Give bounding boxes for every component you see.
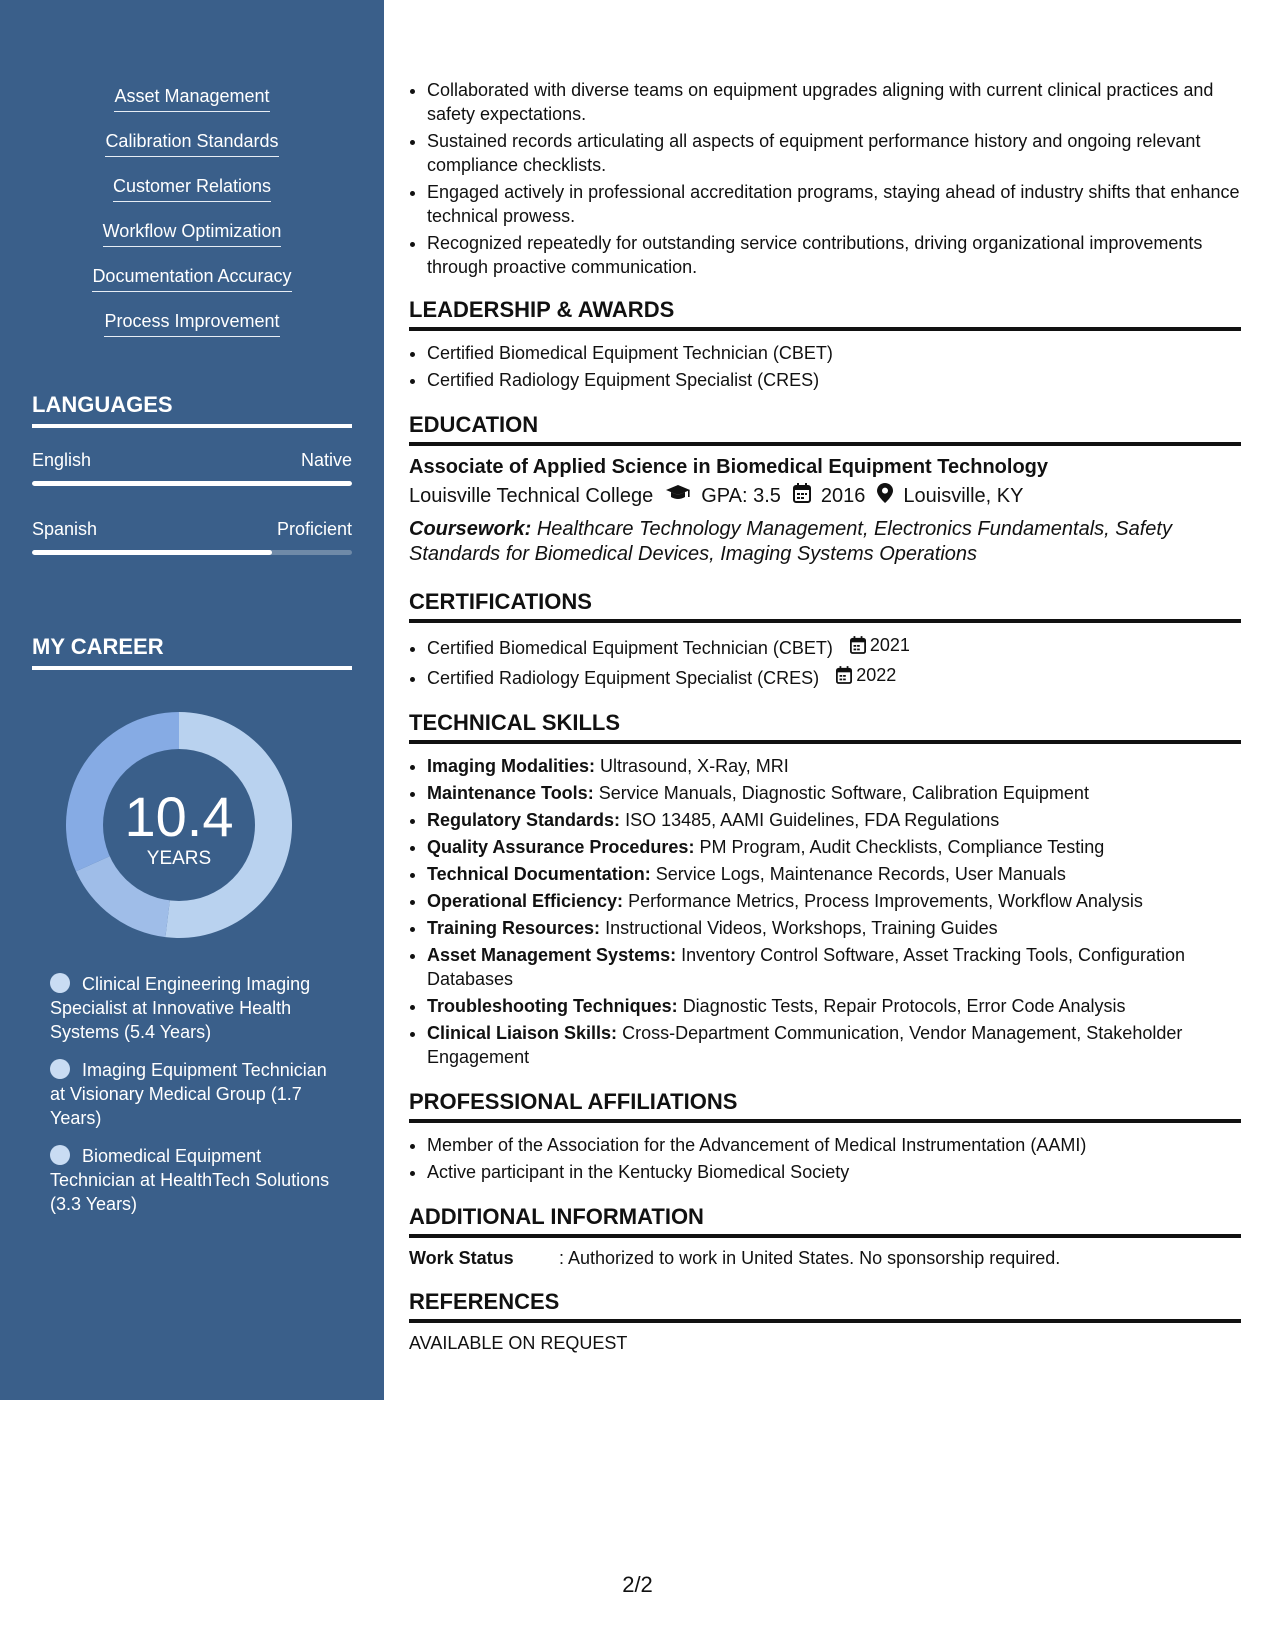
- languages-heading: LANGUAGES: [32, 392, 352, 428]
- language-level: Proficient: [276, 519, 352, 539]
- career-heading: MY CAREER: [32, 634, 352, 670]
- bullet-dot-icon: [50, 1145, 70, 1165]
- education-year: 2016: [820, 484, 866, 507]
- skill-value: Inventory Control Software, Asset Tracking Tools, Configuration Databases: [427, 945, 1186, 989]
- career-years-label: YEARS: [146, 848, 212, 869]
- skill-value: Performance Metrics, Process Improvements, Workflow Analysis: [628, 891, 1143, 911]
- skill-tag: Calibration Standards: [105, 131, 278, 157]
- certification-name: Certified Radiology Equipment Specialist (CRES): [427, 668, 820, 688]
- language-bar-fill: [32, 481, 352, 486]
- career-item: [50, 972, 340, 1044]
- list-item: [427, 1021, 1241, 1069]
- list-item: [427, 835, 1241, 859]
- list-item: • Certified Radiology Equipment Specialist (CRES): [427, 368, 1241, 392]
- sidebar-skills-list: [0, 86, 384, 356]
- career-item-text: Biomedical Equipment Technician at HealthTech Solutions (3.3 Years): [50, 1146, 330, 1214]
- skill-label: Maintenance Tools:: [427, 783, 594, 803]
- bullet-dot-icon: [50, 973, 70, 993]
- main-content: [409, 78, 1241, 1354]
- skill-tag: Workflow Optimization: [103, 221, 282, 247]
- references-text: AVAILABLE ON REQUEST: [409, 1333, 628, 1353]
- list-item: • Collaborated with diverse teams on equipment upgrades aligning with current clinical practices and safety expectations.: [427, 78, 1241, 126]
- certification-year: [850, 633, 910, 657]
- work-status-row: [409, 1248, 1241, 1269]
- list-item: • Sustained records articulating all aspects of equipment performance history and ongoing relevant compliance checklists.: [427, 129, 1241, 177]
- sidebar: [0, 0, 384, 1400]
- skill-tag: Documentation Accuracy: [92, 266, 291, 292]
- certification-year-text: 2022: [856, 665, 897, 685]
- skill-label: Asset Management Systems:: [427, 945, 677, 965]
- graduation-cap-icon: [665, 484, 691, 508]
- list-item: [427, 943, 1241, 991]
- skill-label: Troubleshooting Techniques:: [427, 996, 678, 1016]
- language-row: [32, 519, 352, 540]
- list-item: • Engaged actively in professional accreditation programs, staying ahead of industry shifts that enhance technical prowess.: [427, 180, 1241, 228]
- affiliations-list: [409, 1133, 1241, 1184]
- education-meta: [409, 483, 1241, 509]
- language-bar: [32, 550, 352, 555]
- career-item: [50, 1058, 340, 1130]
- skill-label: Technical Documentation:: [427, 864, 651, 884]
- list-item: • Recognized repeatedly for outstanding service contributions, driving organizational improvements through proactive communication.: [427, 231, 1241, 279]
- work-status-label: Work Status: [409, 1248, 514, 1268]
- section-title-education: EDUCATION: [409, 412, 1241, 446]
- skill-label: Regulatory Standards:: [427, 810, 621, 830]
- education-gpa: GPA: 3.5: [701, 484, 781, 507]
- calendar-icon: [793, 483, 811, 509]
- language-row: [32, 450, 352, 471]
- language-name: English: [32, 450, 92, 470]
- skill-label: Operational Efficiency:: [427, 891, 624, 911]
- section-title-leadership: LEADERSHIP & AWARDS: [409, 297, 1241, 331]
- calendar-icon: [850, 636, 866, 654]
- language-level: Native: [300, 450, 352, 470]
- certification-year: [836, 663, 896, 687]
- section-title-affiliations: PROFESSIONAL AFFILIATIONS: [409, 1089, 1241, 1123]
- list-item: [427, 781, 1241, 805]
- work-status-value: : Authorized to work in United States. No sponsorship required.: [559, 1248, 1061, 1268]
- skill-value: Instructional Videos, Workshops, Training Guides: [605, 918, 998, 938]
- certification-name: Certified Biomedical Equipment Technician (CBET): [427, 638, 833, 658]
- education-location: Louisville, KY: [903, 484, 1024, 507]
- skill-value: Diagnostic Tests, Repair Protocols, Error Code Analysis: [682, 996, 1126, 1016]
- education-degree: Associate of Applied Science in Biomedical Equipment Technology: [409, 456, 1049, 478]
- language-bar: [32, 481, 352, 486]
- skill-label: Quality Assurance Procedures:: [427, 837, 695, 857]
- skill-tag: Process Improvement: [104, 311, 279, 337]
- skill-value: Service Logs, Maintenance Records, User Manuals: [655, 864, 1066, 884]
- language-bar-fill: [32, 550, 272, 555]
- section-title-certifications: CERTIFICATIONS: [409, 589, 1241, 623]
- calendar-icon: [836, 666, 852, 684]
- location-pin-icon: [877, 483, 893, 509]
- education-school: Louisville Technical College: [409, 484, 654, 507]
- certification-year-text: 2021: [869, 635, 910, 655]
- section-title-additional: ADDITIONAL INFORMATION: [409, 1204, 1241, 1238]
- skill-label: Training Resources:: [427, 918, 601, 938]
- list-item: • Certified Biomedical Equipment Technician (CBET): [427, 341, 1241, 365]
- career-item-text: Imaging Equipment Technician at Visionary Medical Group (1.7 Years): [50, 1060, 327, 1128]
- leadership-list: [409, 341, 1241, 392]
- skill-value: Cross-Department Communication, Vendor Management, Stakeholder Engagement: [427, 1023, 1183, 1067]
- skill-tag: Asset Management: [114, 86, 269, 112]
- list-item: [427, 754, 1241, 778]
- experience-bullets: [409, 78, 1241, 279]
- career-donut-chart: [66, 712, 292, 938]
- list-item: [427, 663, 1241, 690]
- list-item: [427, 862, 1241, 886]
- list-item: [427, 633, 1241, 660]
- list-item: [427, 808, 1241, 832]
- technical-skills-list: [409, 754, 1241, 1069]
- coursework-text: Healthcare Technology Management, Electronics Fundamentals, Safety Standards for Biomedical Devices, Imaging Systems Operations: [409, 518, 1172, 565]
- page-number: 2/2: [622, 1572, 653, 1597]
- skill-value: ISO 13485, AAMI Guidelines, FDA Regulations: [625, 810, 1000, 830]
- certifications-list: [409, 633, 1241, 690]
- section-title-references: REFERENCES: [409, 1289, 1241, 1323]
- skill-label: Imaging Modalities:: [427, 756, 596, 776]
- skill-value: PM Program, Audit Checklists, Compliance Testing: [699, 837, 1105, 857]
- career-years-value: 10.4: [124, 785, 234, 848]
- coursework-label: Coursework:: [409, 518, 532, 540]
- skill-value: Service Manuals, Diagnostic Software, Calibration Equipment: [598, 783, 1089, 803]
- career-item-text: Clinical Engineering Imaging Specialist at Innovative Health Systems (5.4 Years): [50, 974, 311, 1042]
- career-list: [50, 972, 340, 1230]
- list-item: • Member of the Association for the Advancement of Medical Instrumentation (AAMI): [427, 1133, 1241, 1157]
- skill-value: Ultrasound, X-Ray, MRI: [600, 756, 789, 776]
- section-title-technical-skills: TECHNICAL SKILLS: [409, 710, 1241, 744]
- bullet-dot-icon: [50, 1059, 70, 1079]
- list-item: [427, 994, 1241, 1018]
- list-item: [427, 916, 1241, 940]
- career-item: [50, 1144, 340, 1216]
- skill-tag: Customer Relations: [113, 176, 271, 202]
- list-item: • Active participant in the Kentucky Biomedical Society: [427, 1160, 1241, 1184]
- language-name: Spanish: [32, 519, 98, 539]
- skill-label: Clinical Liaison Skills:: [427, 1023, 618, 1043]
- education-coursework: [409, 517, 1241, 567]
- list-item: [427, 889, 1241, 913]
